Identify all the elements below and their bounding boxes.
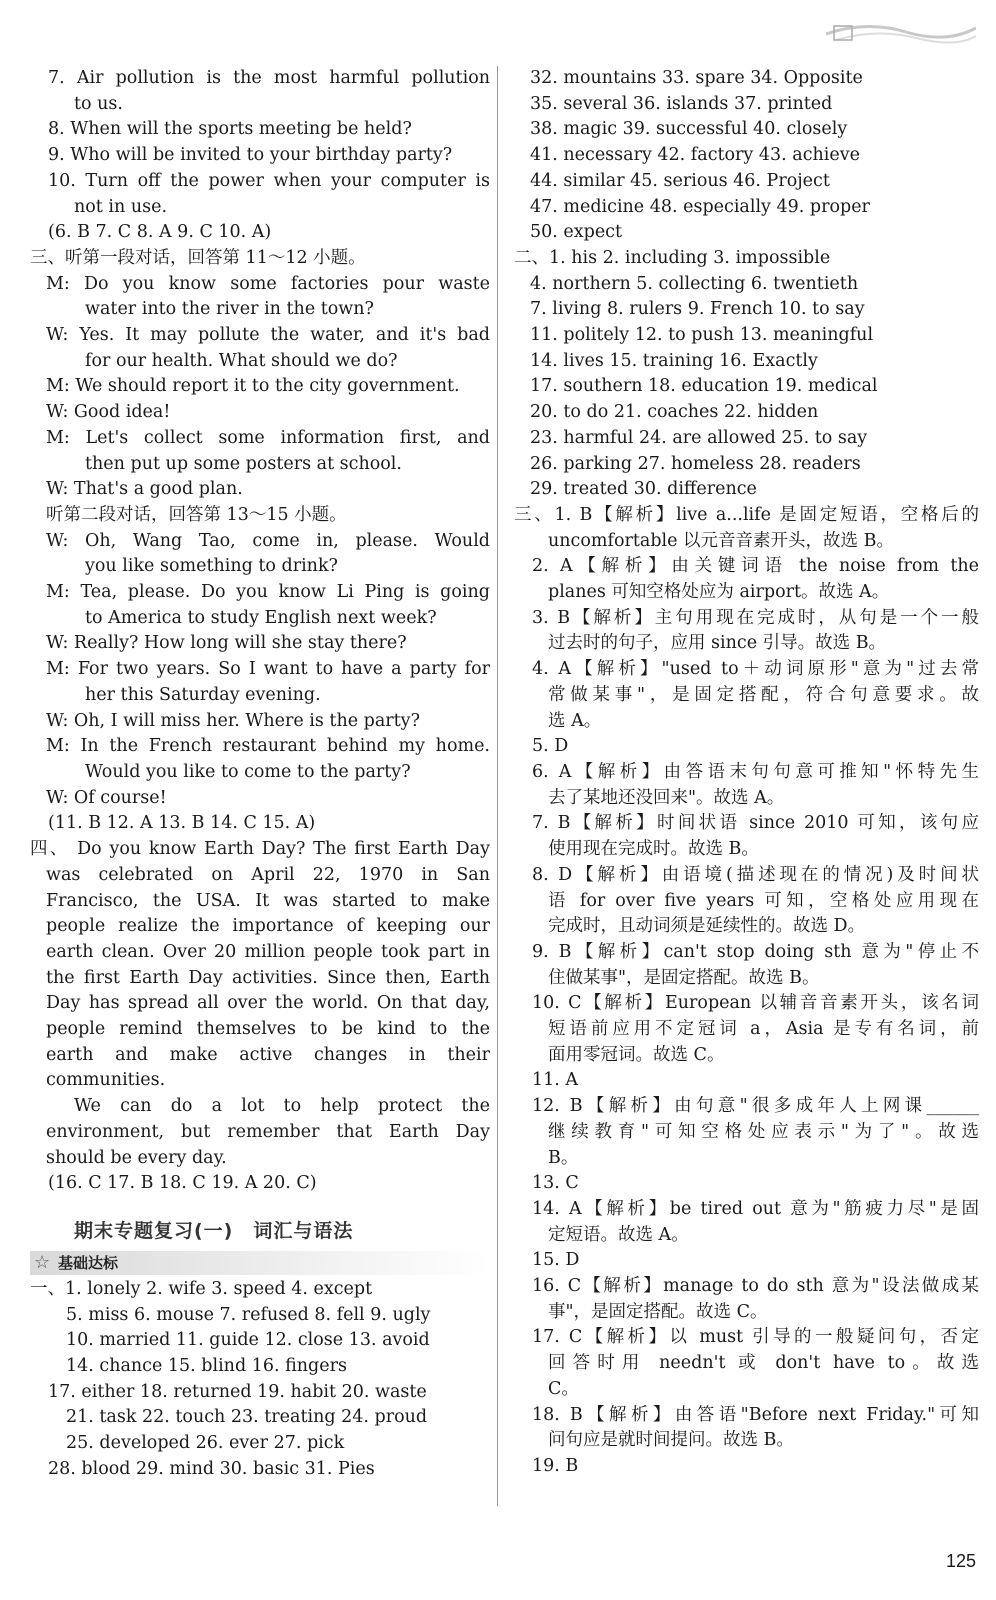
answer-line: 10. Turn off the power when your computer is xyxy=(48,170,490,191)
vocab-answer-line: 25. developed 26. ever 27. pick xyxy=(66,1433,345,1454)
answer-line: 9. Who will be invited to your birthday party? xyxy=(48,145,453,166)
vocab-answer-line: 17. either 18. returned 19. habit 20. waste xyxy=(48,1381,427,1402)
answer-line: was celebrated on April 22, 1970 in San xyxy=(46,864,490,885)
answer-line: Would you like to come to the party? xyxy=(85,761,411,782)
answer-line: 8. When will the sports meeting be held? xyxy=(48,119,412,140)
answer-line: W: Good idea! xyxy=(46,402,171,423)
answer-line: M: Do you know some factories pour waste xyxy=(46,273,490,294)
section-title: 期末专题复习(一) 词汇与语法 xyxy=(74,1219,354,1242)
answer-line: 3. B【解析】主句用现在完成时，从句是一个一般 xyxy=(532,607,979,628)
answer-line: you like something to drink? xyxy=(85,556,338,577)
answer-line: 29. treated 30. difference xyxy=(530,479,757,500)
answer-line: Day has spread all over the world. On that day, xyxy=(46,993,490,1014)
answer-line: 41. necessary 42. factory 43. achieve xyxy=(530,145,860,166)
vocab-answer-line: 28. blood 29. mind 30. basic 31. Pies xyxy=(48,1458,375,1479)
answer-line: 10. C【解析】European 以辅音音素开头，该名词 xyxy=(532,993,979,1014)
answer-line: M: Let's collect some information first, and xyxy=(46,427,490,448)
vocab-answer-line: 10. married 11. guide 12. close 13. avoid xyxy=(66,1330,430,1351)
answer-line: 四、 Do you know Earth Day? The first Earth Day xyxy=(30,839,490,860)
answer-line: 23. harmful 24. are allowed 25. to say xyxy=(530,427,868,448)
answer-line: 44. similar 45. serious 46. Project xyxy=(530,170,830,191)
answer-line: 9. B【解析】can't stop doing sth 意为"停止不 xyxy=(532,941,979,962)
answer-line: 常做某事"，是固定搭配，符合句意要求。故 xyxy=(548,684,979,705)
answer-line: her this Saturday evening. xyxy=(85,684,321,705)
answer-line: C。 xyxy=(548,1378,579,1399)
answer-line: the first Earth Day activities. Since then, Earth xyxy=(46,967,490,988)
answer-line: not in use. xyxy=(74,196,168,217)
answer-line: 11. A xyxy=(532,1070,579,1091)
answer-line: M: In the French restaurant behind my home. xyxy=(46,736,490,757)
answer-line: 使用现在完成时。故选 B。 xyxy=(548,839,759,860)
answer-line: 住做某事"，是固定搭配。故选 B。 xyxy=(548,967,820,988)
answer-line: to America to study English next week? xyxy=(85,607,437,628)
answer-line: uncomfortable 以元音音素开头，故选 B。 xyxy=(548,530,894,551)
answer-line: people realize the importance of keeping our xyxy=(46,916,490,937)
answer-line: (11. B 12. A 13. B 14. C 15. A) xyxy=(48,813,316,834)
answer-line: then put up some posters at school. xyxy=(85,453,402,474)
answer-line: 17. C【解析】以 must 引导的一般疑问句，否定 xyxy=(532,1327,979,1348)
answer-line: should be every day. xyxy=(46,1147,227,1168)
answer-line: M: For two years. So I want to have a party for xyxy=(46,659,490,680)
vocab-answer-line: 一、1. lonely 2. wife 3. speed 4. except xyxy=(30,1278,373,1299)
answer-line: (6. B 7. C 8. A 9. C 10. A) xyxy=(48,222,272,243)
answer-line: 16. C【解析】manage to do sth 意为"设法做成某 xyxy=(532,1276,979,1297)
answer-line: 18. B【解析】由答语"Before next Friday."可知 xyxy=(532,1404,979,1425)
answer-line: earth and make active changes in their xyxy=(46,1044,490,1065)
answer-line: water into the river in the town? xyxy=(85,299,374,320)
answer-line: W: Oh, I will miss her. Where is the party? xyxy=(46,710,420,731)
answer-line: 选 A。 xyxy=(548,710,602,731)
answer-line: 14. lives 15. training 16. Exactly xyxy=(530,350,818,371)
answer-line: (16. C 17. B 18. C 19. A 20. C) xyxy=(48,1173,317,1194)
answer-line: 听第二段对话，回答第 13～15 小题。 xyxy=(46,504,347,525)
answer-line: W: Of course! xyxy=(46,787,167,808)
answer-line: W: Really? How long will she stay there? xyxy=(46,633,407,654)
vocab-answer-line: 21. task 22. touch 23. treating 24. proud xyxy=(66,1407,428,1428)
answer-line: 38. magic 39. successful 40. closely xyxy=(530,119,848,140)
vocab-answer-line: 14. chance 15. blind 16. fingers xyxy=(66,1356,347,1377)
answer-line: 过去时的句子，应用 since 引导。故选 B。 xyxy=(548,633,887,654)
answer-line: 去了某地还没回来"。故选 A。 xyxy=(548,787,785,808)
grammar-answers xyxy=(514,66,979,1480)
answer-line: 短语前应用不定冠词 a，Asia 是专有名词，前 xyxy=(548,1019,979,1040)
answer-line: 19. B xyxy=(532,1455,579,1476)
answer-line: 5. D xyxy=(532,736,569,757)
answer-line: 26. parking 27. homeless 28. readers xyxy=(530,453,861,474)
answer-line: 12. B【解析】由句意"很多成年人上网课______ xyxy=(532,1096,979,1117)
answer-line: 8. D【解析】由语境(描述现在的情况)及时间状 xyxy=(532,864,979,885)
vocab-answer-line: 5. miss 6. mouse 7. refused 8. fell 9. ugly xyxy=(66,1304,431,1325)
answer-line: planes 可知空格处应为 airport。故选 A。 xyxy=(548,582,890,603)
page-corner-decoration-icon xyxy=(826,18,976,46)
right-column xyxy=(514,66,979,1480)
answer-line: earth clean. Over 20 million people took part in xyxy=(46,941,490,962)
answer-line: 32. mountains 33. spare 34. Opposite xyxy=(530,68,863,88)
answer-line: 事"，是固定搭配。故选 C。 xyxy=(548,1301,768,1322)
answer-line: 三、听第一段对话，回答第 11～12 小题。 xyxy=(30,247,366,268)
answer-line: Francisco, the USA. It was started to make xyxy=(46,890,490,911)
answer-line: 继续教育"可知空格处应表示"为了"。故选 xyxy=(548,1121,979,1142)
answer-line: 4. A【解析】"used to＋动词原形"意为"过去常 xyxy=(532,659,979,680)
answer-line: B。 xyxy=(548,1147,579,1168)
answer-line: 7. B【解析】时间状语 since 2010 可知，该句应 xyxy=(532,813,979,834)
answer-line: for our health. What should we do? xyxy=(85,350,398,371)
answer-line: 47. medicine 48. especially 49. proper xyxy=(530,196,870,217)
star-icon: ☆ xyxy=(34,1251,51,1273)
answer-line: M: We should report it to the city government. xyxy=(46,376,460,397)
answer-line: 7. living 8. rulers 9. French 10. to say xyxy=(530,299,865,320)
answer-line: W: Oh, Wang Tao, come in, please. Would xyxy=(46,530,490,551)
answer-line: 50. expect xyxy=(530,222,623,243)
answer-line: 15. D xyxy=(532,1250,580,1271)
basic-practice-banner xyxy=(30,1251,490,1275)
page-number: 125 xyxy=(945,1551,976,1571)
answer-line: 11. politely 12. to push 13. meaningful xyxy=(530,325,874,346)
answer-line: 语 for over five years 可知，空格处应用现在 xyxy=(548,890,979,911)
answer-line: communities. xyxy=(46,1070,166,1091)
answer-line: 7. Air pollution is the most harmful pollution xyxy=(48,68,490,88)
answer-line: environment, but remember that Earth Day xyxy=(46,1121,490,1142)
answer-line: 14. A【解析】be tired out 意为"筋疲力尽"是固 xyxy=(532,1198,979,1219)
answer-line: M: Tea, please. Do you know Li Ping is going xyxy=(46,582,490,603)
answer-line: 13. C xyxy=(532,1173,579,1194)
answer-line: 35. several 36. islands 37. printed xyxy=(530,93,833,114)
answer-line: We can do a lot to help protect the xyxy=(74,1096,490,1117)
answer-line: 4. northern 5. collecting 6. twentieth xyxy=(530,273,859,294)
answer-line: 20. to do 21. coaches 22. hidden xyxy=(530,402,819,423)
answer-line: 二、1. his 2. including 3. impossible xyxy=(514,247,831,268)
answer-line: 完成时，且动词须是延续性的。故选 D。 xyxy=(548,916,866,937)
answer-line: 回答时用 needn't 或 don't have to。故选 xyxy=(548,1353,979,1374)
answer-line: 面用零冠词。故选 C。 xyxy=(548,1044,725,1065)
left-column xyxy=(30,66,490,1483)
answer-line: 问句应是就时间提问。故选 B。 xyxy=(548,1430,794,1451)
vocabulary-answers xyxy=(30,1277,490,1483)
listening-answers xyxy=(30,66,490,1197)
answer-line: W: That's a good plan. xyxy=(46,479,243,500)
answer-line: 6. A【解析】由答语末句句意可推知"怀特先生 xyxy=(532,761,979,782)
banner-label: 基础达标 xyxy=(58,1253,119,1272)
answer-line: people remind themselves to be kind to the xyxy=(46,1019,490,1040)
answer-line: 2. A【解析】由关键词语 the noise from the xyxy=(532,556,979,577)
column-divider xyxy=(497,66,498,1506)
answer-line: to us. xyxy=(74,93,123,114)
answer-line: 17. southern 18. education 19. medical xyxy=(530,376,878,397)
answer-line: 定短语。故选 A。 xyxy=(548,1224,689,1245)
answer-line: W: Yes. It may pollute the water, and it's bad xyxy=(46,325,490,346)
answer-line: 三、1. B【解析】live a...life 是固定短语，空格后的 xyxy=(514,504,979,525)
